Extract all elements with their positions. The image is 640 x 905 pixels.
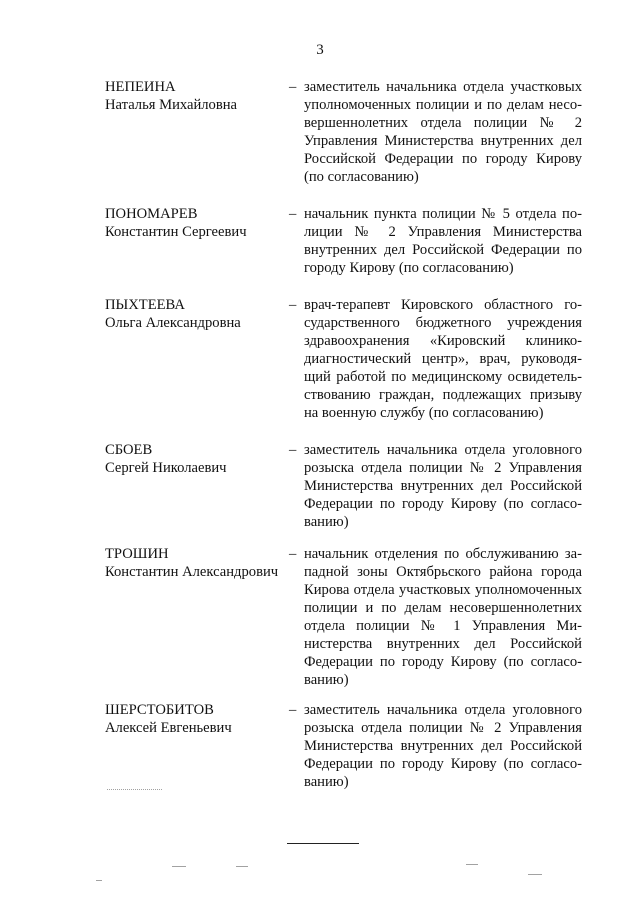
person-name (105, 296, 285, 332)
person-name (105, 441, 285, 477)
surname: СБОЕВ (105, 442, 153, 458)
page-number: 3 (316, 42, 324, 58)
surname: ТРОШИН (105, 546, 169, 562)
scan-artifact-mark (172, 866, 186, 867)
given-name: Наталья Михайловна (105, 97, 238, 113)
scan-artifact-mark (528, 874, 542, 875)
surname: НЕПЕИНА (105, 79, 176, 95)
dash-separator: – (289, 79, 297, 95)
scan-artifact-mark (96, 880, 102, 881)
surname: ПЫХТЕЕВА (105, 297, 185, 313)
role-description: начальник пункта полиции № 5 отдела полиции № 2 Управления Министерства внутренних дел Российской Федерации по городу Кирову (по согласованию) (304, 206, 582, 276)
role-description: заместитель начальника отдела уголовного розыска отдела полиции № 2 Управления Министерства внутренних дел Российской Федерации по городу Кирову (по согласованию) (304, 702, 582, 790)
person-name (105, 205, 285, 241)
given-name: Сергей Николаевич (105, 460, 227, 476)
scan-artifact-mark (236, 866, 248, 867)
role-description: заместитель начальника отдела участковых уполномоченных полиции и по делам несовершеннолетних отдела полиции № 2 Управления Министерства внутренних дел Российской Федерации по городу Кирову (по согласованию) (304, 79, 582, 185)
person-name (105, 545, 285, 581)
person-name (105, 78, 285, 114)
given-name: Ольга Александровна (105, 315, 241, 331)
dash-separator: – (289, 206, 297, 222)
given-name: Константин Александрович (105, 564, 279, 580)
person-name (105, 701, 285, 737)
role-description: заместитель начальника отдела уголовного розыска отдела полиции № 2 Управления Министерства внутренних дел Российской Федерации по городу Кирову (по согласованию) (304, 442, 582, 530)
role-description: врач-терапевт Кировского областного государственного бюджетного учреждения здравоохранения «Кировский клинико-диагностический центр», врач, руководящий работой по медицинскому освидетельствованию граждан, подлежащих призыву на военную службу (по согласованию) (304, 297, 582, 421)
dash-separator: – (289, 546, 297, 562)
surname: ШЕРСТОБИТОВ (105, 702, 214, 718)
dash-separator: – (289, 702, 297, 718)
scan-artifact-line (107, 789, 162, 790)
given-name: Алексей Евгеньевич (105, 720, 232, 736)
end-of-list-rule (287, 843, 359, 844)
role-description: начальник отделения по обслуживанию западной зоны Октябрьского района города Кирова отдела участковых уполномоченных полиции и по делам несовершеннолетних отдела полиции № 1 Управления Министерства внутренних дел Российской Федерации по городу Кирову (по согласованию) (304, 546, 582, 688)
given-name: Константин Сергеевич (105, 224, 247, 240)
surname: ПОНОМАРЕВ (105, 206, 198, 222)
scan-artifact-mark (466, 864, 478, 865)
dash-separator: – (289, 297, 297, 313)
dash-separator: – (289, 442, 297, 458)
